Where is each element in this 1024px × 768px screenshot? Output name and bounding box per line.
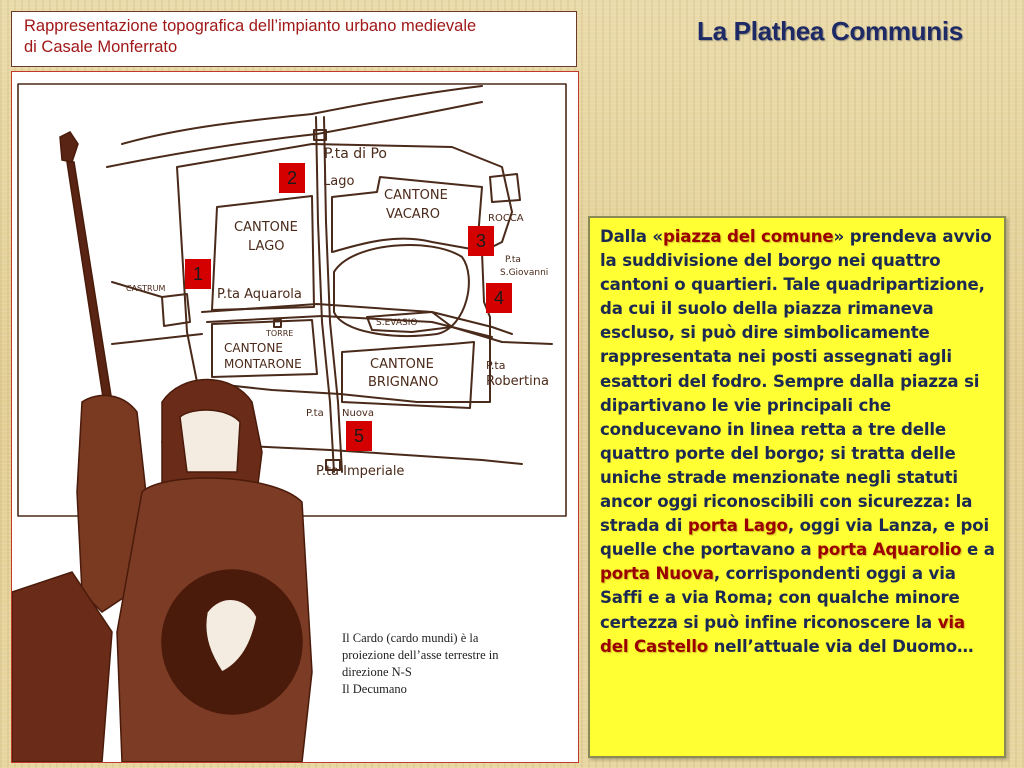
svg-text:CANTONE: CANTONE <box>234 220 298 235</box>
note-line-2: proiezione dell’asse terrestre in <box>342 648 499 662</box>
topographic-map <box>11 71 579 763</box>
svg-text:VACARO: VACARO <box>386 207 440 222</box>
text-segment: Dalla « <box>600 227 663 246</box>
marker-4: 4 <box>486 283 512 313</box>
svg-text:CASTRUM: CASTRUM <box>126 284 166 293</box>
cardo-decumano-note <box>342 630 542 698</box>
marker-3: 3 <box>468 226 494 256</box>
description-text-box <box>588 216 1006 758</box>
svg-text:P.ta Aquarola: P.ta Aquarola <box>217 287 302 302</box>
marker-5: 5 <box>346 421 372 451</box>
text-segment: nell’attuale via del Duomo… <box>708 636 974 656</box>
svg-text:Lago: Lago <box>323 174 355 189</box>
svg-text:P.ta: P.ta <box>486 359 506 372</box>
marker-2: 2 <box>279 163 305 193</box>
highlight-piazza-del-comune: piazza del comune <box>663 227 834 246</box>
svg-text:CANTONE: CANTONE <box>370 357 434 372</box>
svg-text:MONTARONE: MONTARONE <box>224 357 302 371</box>
note-line-3: direzione N-S <box>342 665 412 679</box>
highlight-porta-aquarolio: porta Aquarolio <box>817 540 962 560</box>
text-segment: , oggi via Lanza, e poi quelle che portavano a <box>600 516 990 560</box>
highlight-porta-nuova: porta Nuova <box>600 564 714 584</box>
svg-text:Robertina: Robertina <box>486 374 549 389</box>
svg-text:CANTONE: CANTONE <box>224 341 283 355</box>
note-line-1: Il Cardo (cardo mundi) è la <box>342 631 479 645</box>
svg-text:LAGO: LAGO <box>248 239 285 254</box>
svg-text:Nuova: Nuova <box>342 408 374 419</box>
caption-line-1: Rappresentazione topografica dell’impianto urbano medievale <box>24 17 477 35</box>
svg-text:P.ta: P.ta <box>505 255 521 265</box>
note-line-4: Il Decumano <box>342 682 407 696</box>
text-segment: , corrispondenti oggi a via Saffi e a via Roma; con qualche minore certezza si può infine riconoscere la <box>600 564 960 632</box>
svg-text:ROCCA: ROCCA <box>488 213 524 224</box>
text-segment: » prendeva avvio la suddivisione del borgo nei quattro cantoni o quartieri. Tale quadripartizione, da cui il suolo della piazza rimaneva escluso, si può dire simbolicamente rappresentata nei posti assegnati agli esattori del fodro. Sempre dalla piazza si dipartivano le vie principali che conducevano in linea retta a tre delle quattro porte del borgo; si tratta delle uniche strade menzionate negli statuti ancor oggi riconoscibili con sicurezza: la strada di <box>600 227 992 536</box>
svg-text:TORRE: TORRE <box>266 329 294 338</box>
svg-text:P.ta: P.ta <box>306 408 324 419</box>
svg-text:CANTONE: CANTONE <box>384 188 448 203</box>
slide-title: La Plathea Communis <box>697 16 963 46</box>
highlight-via-del-castello: via del Castello <box>600 612 965 656</box>
text-segment: e a <box>961 540 995 560</box>
svg-text:BRIGNANO: BRIGNANO <box>368 375 439 390</box>
map-caption <box>11 11 577 67</box>
svg-text:P.ta Imperiale: P.ta Imperiale <box>316 464 405 479</box>
svg-text:S.EVASIO: S.EVASIO <box>376 318 418 328</box>
highlight-porta-lago: porta Lago <box>687 516 788 536</box>
svg-text:S.Giovanni: S.Giovanni <box>500 268 549 278</box>
caption-line-2: di Casale Monferrato <box>24 38 178 56</box>
marker-1: 1 <box>185 259 211 289</box>
svg-text:P.ta di Po: P.ta di Po <box>324 146 387 162</box>
